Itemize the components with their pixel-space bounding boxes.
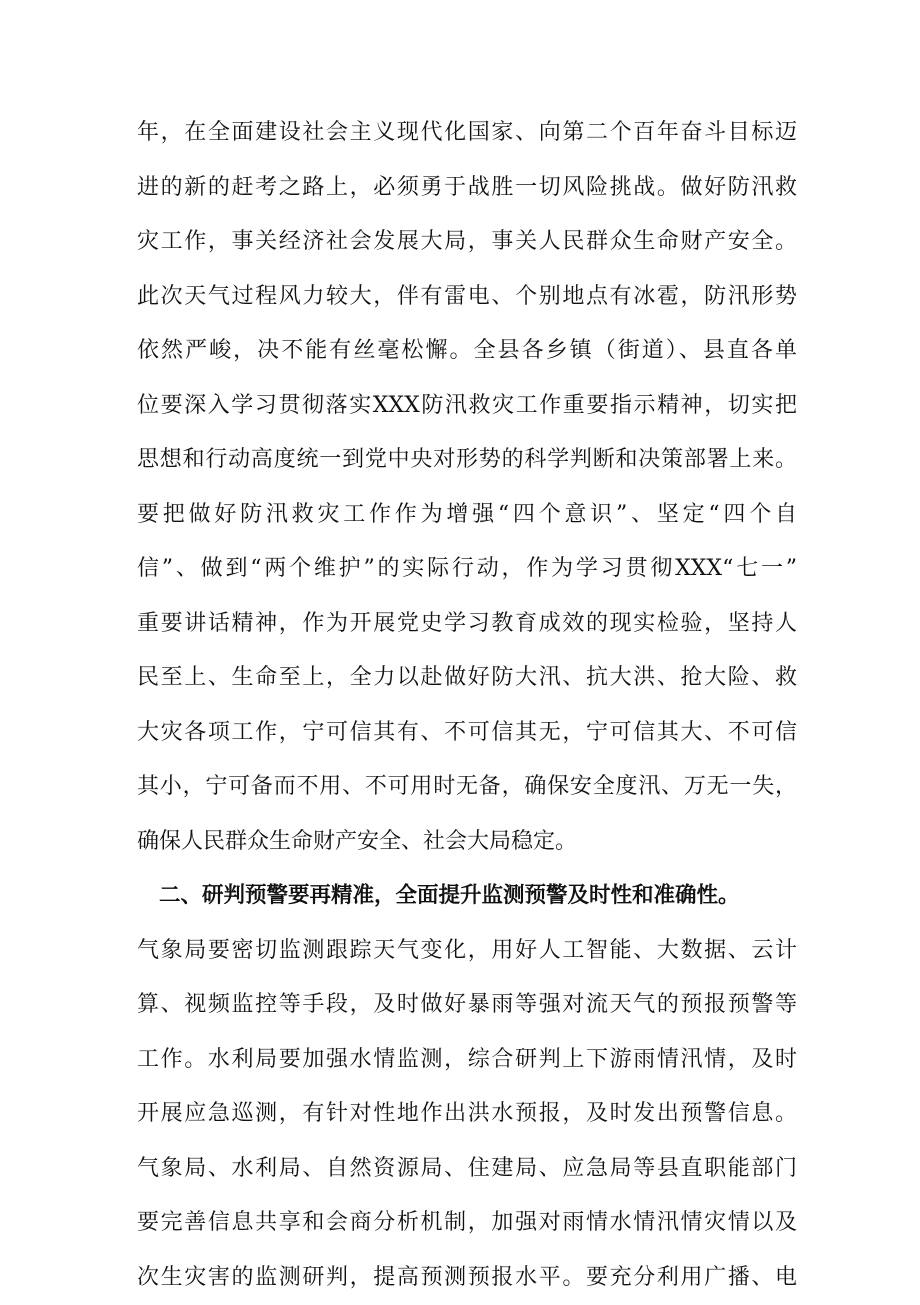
paragraph-1	[137, 106, 797, 869]
section-2	[137, 869, 797, 1305]
text-line: 工作。水利局要加强水情监测，综合研判上下游雨情汛情，及时	[137, 1033, 797, 1088]
text-line: 信”、做到“两个维护”的实际行动，作为学习贯彻XXX“七一”	[137, 542, 797, 597]
text-line: 思想和行动高度统一到党中央对形势的科学判断和决策部署上来。	[137, 433, 797, 488]
text-line: 确保人民群众生命财产安全、社会大局稳定。	[137, 815, 797, 870]
text-line: 此次天气过程风力较大，伴有雷电、个别地点有冰雹，防汛形势	[137, 270, 797, 325]
text-line: 依然严峻，决不能有丝毫松懈。全县各乡镇（街道）、县直各单	[137, 324, 797, 379]
text-line: 次生灾害的监测研判，提高预测预报水平。要充分利用广播、电	[137, 1251, 797, 1305]
text-line: 气象局要密切监测跟踪天气变化，用好人工智能、大数据、云计	[137, 924, 797, 979]
section-heading: 二、研判预警要再精准，全面提升监测预警及时性和准确性。	[137, 869, 797, 924]
text-line: 年，在全面建设社会主义现代化国家、向第二个百年奋斗目标迈	[137, 106, 797, 161]
document-body	[137, 106, 797, 1305]
text-line: 开展应急巡测，有针对性地作出洪水预报，及时发出预警信息。	[137, 1087, 797, 1142]
text-line: 要完善信息共享和会商分析机制，加强对雨情水情汛情灾情以及	[137, 1196, 797, 1251]
text-line: 民至上、生命至上，全力以赴做好防大汛、抗大洪、抢大险、救	[137, 651, 797, 706]
text-line: 重要讲话精神，作为开展党史学习教育成效的现实检验，坚持人	[137, 597, 797, 652]
text-line: 进的新的赶考之路上，必须勇于战胜一切风险挑战。做好防汛救	[137, 161, 797, 216]
text-line: 其小，宁可备而不用、不可用时无备，确保安全度汛、万无一失，	[137, 760, 797, 815]
text-line: 大灾各项工作，宁可信其有、不可信其无，宁可信其大、不可信	[137, 706, 797, 761]
text-line: 气象局、水利局、自然资源局、住建局、应急局等县直职能部门	[137, 1142, 797, 1197]
text-line: 灾工作，事关经济社会发展大局，事关人民群众生命财产安全。	[137, 215, 797, 270]
text-line: 要把做好防汛救灾工作作为增强“四个意识”、坚定“四个自	[137, 488, 797, 543]
text-line: 算、视频监控等手段，及时做好暴雨等强对流天气的预报预警等	[137, 978, 797, 1033]
text-line: 位要深入学习贯彻落实XXX防汛救灾工作重要指示精神，切实把	[137, 379, 797, 434]
